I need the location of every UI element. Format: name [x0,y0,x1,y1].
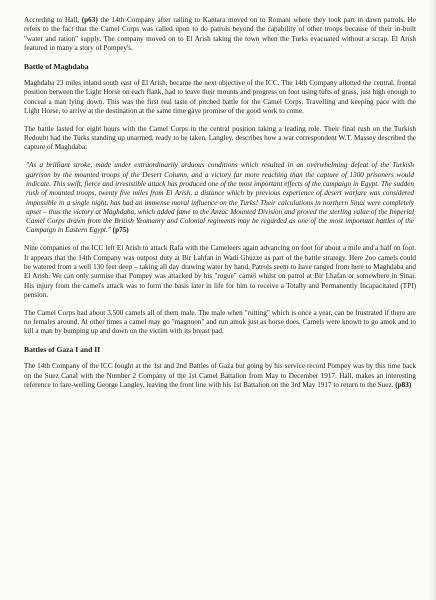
section-heading-gaza: Battles of Gaza I and II [24,345,101,355]
paragraph-text: According to Hall, [24,16,82,24]
paragraph-maghdaba-intro: Maghdaba 23 miles inland south east of El Arish, became the next objective of the ICC. The 14th Company allotted the central, frontal position between the Light Horse on each flank, had to leave their mounts and progress on foot using tufts of grass, just high enough to conceal a man lying down. This was the first real taste of pitched battle for the Camel Corps. Travelling and keeping pace with the Light Horse, to arrive at the destination at the same time gave promise of the good work to come. [24,79,416,115]
section-heading-maghdaba: Battle of Maghdaba [24,61,89,71]
page-reference: (p63) [81,16,98,24]
paragraph-text: The 14th Company of the ICC fought at the 1st and 2nd Battles of Gaza but going by his service record Pompey was by this time back on the Suez Canal with the Number 2 Company of the 1st Camel Battalion from May to December 1917. Hall, makes an interesting reference to fare-welling George Langley, leaving the front line with his 1st Battalion on the 3rd May 1917 to return to the Suez. [24,362,416,390]
paragraph-battle-description: The battle lasted for eight hours with the Camel Corps in the central position taking a leading role. Their final rush on the Turkish Redoubt had the Turks standing up unarmed, ready to be taken. Langley, describes how a war correspondent W.T. Massey described the capture of Maghdaba: [24,124,416,152]
paragraph-camels: The Camel Corps had about 3,500 camels all of them male. The male when "rutting" which is once a year, can be frustrated if there are no females around. At other times a camel may go "magnoon" and run amok just as horse does. Camels were known to go amok and to kill a man by bumping up and down on the victim with its breast pad. [24,308,416,336]
page-reference: (p83) [395,381,412,390]
paragraph-romani [24,16,416,53]
page-reference: (p75) [112,226,129,235]
quote-text: "As a brilliant stroke, made under extraordinarily arduous conditions which resulted in an overwhelming defeat of the Turkish garrison by the mounted troops of the Desert Column, and a victory far more reaching than the capture of 1300 prisoners would indicate. This swift, fierce and irresistible attack has produced one of the most important effects of the campaign in Egypt. The sudden rush of mounted troops, twenty five miles from El Arish, a distance which by previous experience of desert warfare was considered impossible in a single night, has had an immense moral influence on the Turks! Their calculations in northern Sinai were completely upset – thus the victory at Maghdaba, which added fame to the Anzac Mounted Division and proved the sterling value of the Imperial Camel Corps drawn from the British Yeomanry and Colonial regiments may be regarded as one of the most important battles of the Campaign in Eastern Egypt." [26,161,414,235]
paragraph-gaza [24,362,416,390]
massey-quote [24,161,416,235]
paragraph-rafa: Nine companies of the ICC left El Arish to attack Rafa with the Cameleers again advancing on foot for about a mile and a half on foot. It appears that the 14th Company was outpost duty at Bir Lahfan in Wadi Ghuzze as part of the battle strategy. Here 2oo camels could be watered from a well 130 feet deep – taking all day drawing water by hand. Patrols seem to have ranged from here to Maghdaba and El Arish. We can only surmise that Pompey was attacked by his "rogue" camel whilst on patrol at Bir Lhafan or somewhere in Sinai. His injury from the camel's attack was to form the basis later in life for him to receive a Totally and Permanently Incapacitated (TPI) pension. [24,244,416,299]
paragraph-text: the 14th Company after railing to Kantara moved on to Romani where they took part in dawn patrols. He refers to the fact that the Camel Corps was called upon to do patrols beyond the capability of other troops because of their in-built "water and ration" supply. The company moved on to El Arish taking the town when the Turks evacuated without a scrap. El Arish featured in many a story of Pompey's. [24,16,416,52]
scan-edge-shadow [429,0,436,600]
